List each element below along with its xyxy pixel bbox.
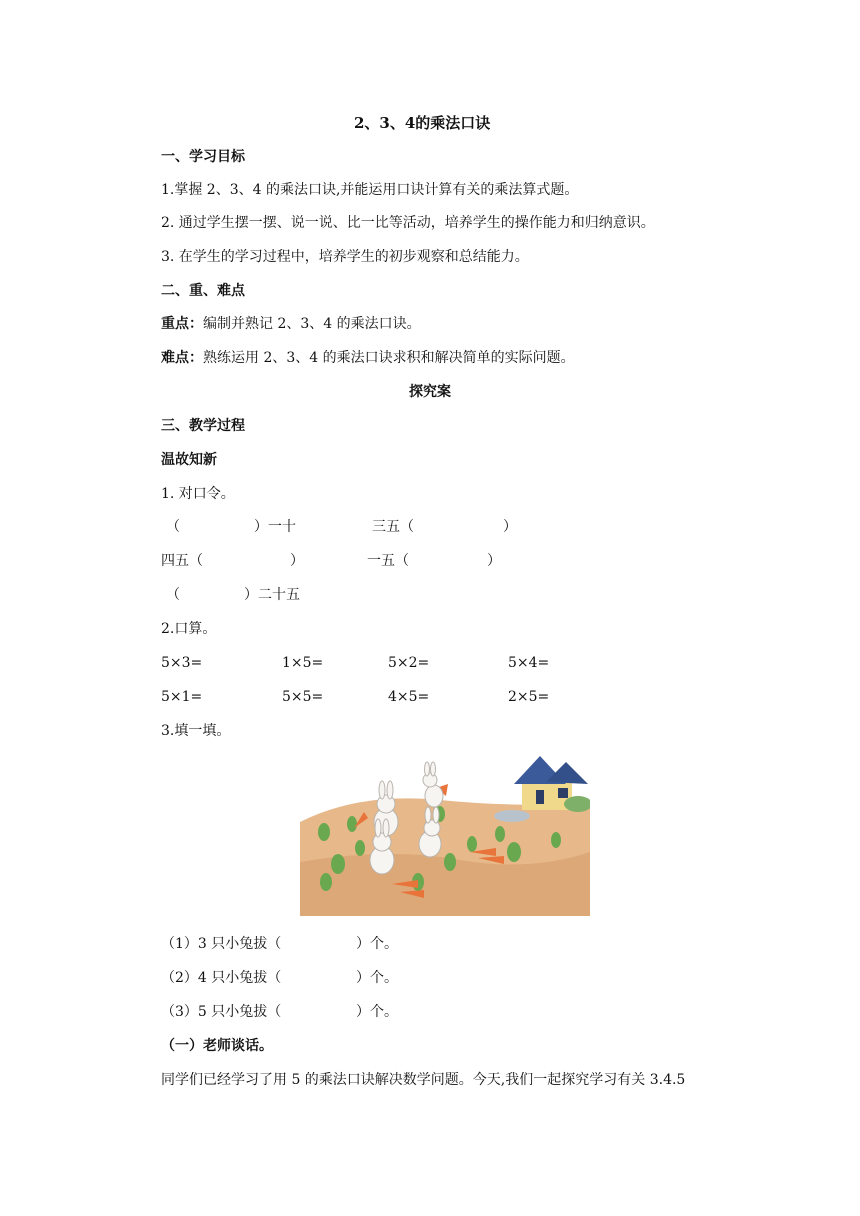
blank-paren: ）二十五 <box>244 587 300 603</box>
difficult-point-label: 难点： <box>161 350 203 366</box>
question-1-label: 1. 对口令。 <box>161 486 235 502</box>
fill-item: （2）4 只小兔拔（ <box>161 970 282 986</box>
fill-item-end: ）个。 <box>356 1004 398 1020</box>
question-3-label: 3.填一填。 <box>161 723 231 739</box>
center-heading: 探究案 <box>409 384 451 400</box>
difficult-point-text: 熟练运用 2、3、4 的乘法口诀求积和解决简单的实际问题。 <box>203 350 575 366</box>
sub-heading-review: 温故知新 <box>161 452 217 468</box>
math-expr: 2×5= <box>508 689 550 705</box>
math-expr: 5×2= <box>388 655 430 671</box>
math-expr: 5×3= <box>161 655 203 671</box>
part-1-text: 同学们已经学习了用 5 的乘法口诀解决数学问题。今天,我们一起探究学习有关 3.4.5 <box>161 1072 686 1088</box>
section-heading-goals: 一、学习目标 <box>161 149 245 165</box>
blank-paren: 三五（ <box>372 519 414 535</box>
key-point-text: 编制并熟记 2、3、4 的乘法口诀。 <box>203 316 421 332</box>
blank-paren: ） <box>503 519 517 535</box>
math-expr: 1×5= <box>282 655 324 671</box>
blank-paren: （ <box>166 519 180 535</box>
fill-item: （1）3 只小兔拔（ <box>161 936 282 952</box>
page-title: 2、3、4的乘法口诀 <box>354 114 491 132</box>
blank-paren: 四五（ <box>161 553 203 569</box>
fill-item-end: ）个。 <box>356 970 398 986</box>
math-expr: 5×1= <box>161 689 203 705</box>
blank-paren: ） <box>487 553 501 569</box>
key-point-label: 重点： <box>161 316 203 332</box>
section-heading-key-points: 二、重、难点 <box>161 283 245 299</box>
difficult-point-line <box>161 349 575 367</box>
goal-item: 2. 通过学生摆一摆、说一说、比一比等活动，培养学生的操作能力和归纳意识。 <box>161 215 655 231</box>
section-heading-process: 三、教学过程 <box>161 418 245 434</box>
blank-paren: ）一十 <box>254 519 296 535</box>
fill-item-end: ）个。 <box>356 936 398 952</box>
blank-paren: ） <box>290 553 304 569</box>
part-1-heading: （一）老师谈话。 <box>161 1038 273 1054</box>
blank-paren: （ <box>166 587 180 603</box>
blank-paren: 一五（ <box>367 553 409 569</box>
math-expr: 5×4= <box>508 655 550 671</box>
fill-item: （3）5 只小兔拔（ <box>161 1004 282 1020</box>
math-expr: 4×5= <box>388 689 430 705</box>
goal-item: 1.掌握 2、3、4 的乘法口诀,并能运用口诀计算有关的乘法算式题。 <box>161 182 579 198</box>
math-expr: 5×5= <box>282 689 324 705</box>
goal-item: 3. 在学生的学习过程中，培养学生的初步观察和总结能力。 <box>161 249 529 265</box>
rabbits-carrot-field-illustration <box>300 752 590 916</box>
question-2-label: 2.口算。 <box>161 621 217 637</box>
key-point-line <box>161 315 421 333</box>
